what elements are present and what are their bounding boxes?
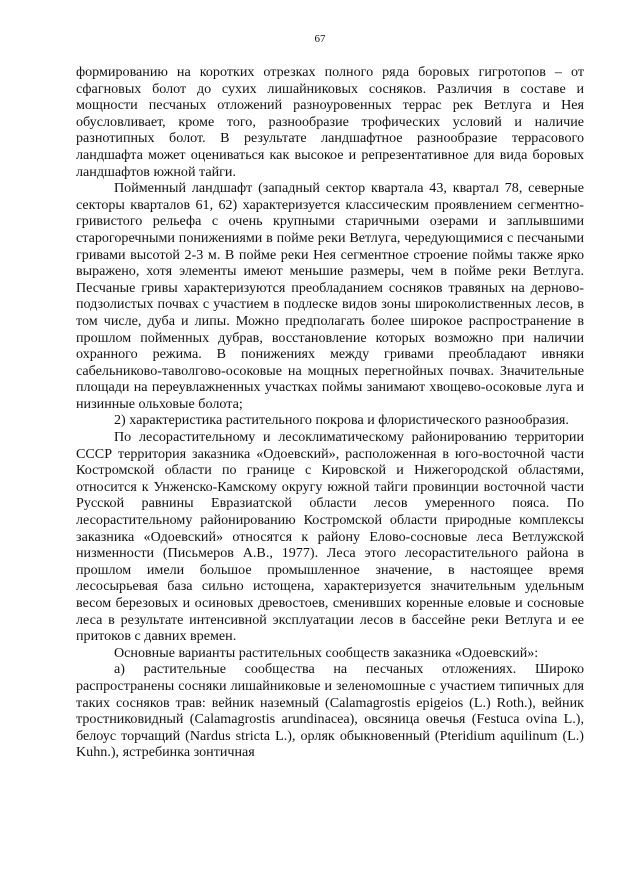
paragraph: Пойменный ландшафт (западный сектор квартала 43, квартал 78, северные секторы кварталов 61, 62) характеризуется классическим проявлением сегментно-гривистого рельефа с очень крупными старичными озерами и заплывшими старогоречными понижениями в пойме реки Ветлуга, чередующимися с песчаными гривами высотой 2-3 м. В пойме реки Нея сегментное строение поймы также ярко выражено, хотя элементы имеют меньшие размеры, чем в пойме реки Ветлуга. Песчаные гривы характеризуются преобладанием сосняков травяных на дерново-подзолистых почвах с участием в подлеске видов зоны широколиственных лесов, в том числе, дуба и липы. Можно предполагать более широкое распространение в прошлом пойменных дубрав, восстановление которых возможно при наличии охранного режима. В понижениях между гривами преобладают ивняки сабельниково-таволгово-осоковые на мощных перегнойных почвах. Значительные площади на переувлажненных участках поймы занимают хвощево-осоковые луга и низинные ольховые болота;: [76, 180, 584, 412]
paragraph: Основные варианты растительных сообществ заказника «Одоевский»:: [114, 644, 539, 661]
body-text: [76, 64, 584, 761]
paragraph: формированию на коротких отрезках полного ряда боровых гигротопов – от сфагновых болот до сухих лишайниковых сосняков. Различия в составе и мощности песчаных отложений разноуровенных террас рек Ветлуга и Нея обусловливает, кроме того, разнообразие трофических условий и наличие разнотипных болот. В результате ландшафтное разнообразие террасового ландшафта может оцениваться как высокое и репрезентативное для вида боровых ландшафтов южной тайги.: [76, 64, 584, 180]
paragraph: По лесорастительному и лесоклиматическому районированию территории СССР территория заказника «Одоевский», расположенная в юго-восточной части Костромской области по границе с Кировской и Нижегородской областями, относится к Унженско-Камскому округу южной тайги провинции восточной части Русской равнины Евразиатской области лесов умеренного пояса. По лесорастительному районированию Костромской области природные комплексы заказника «Одоевский» относятся к району Елово-сосновые леса Ветлужской низменности (Письмеров А.В., 1977). Леса этого лесорастительного района в прошлом имели большое промышленное значение, в настоящее время лесосырьевая база сильно истощена, характеризуется значительным удельным весом березовых и осиновых древостоев, сменивших коренные еловые и сосновые леса в результате интенсивной эксплуатации лесов в бассейне реки Ветлуга и ее притоков с давних времен.: [76, 429, 584, 645]
paragraph: а) растительные сообщества на песчаных отложениях. Широко распространены сосняки лишайниковые и зеленомошные с участием типичных для таких сосняков трав: вейник наземный (Calamagrostis epigeios (L.) Roth.), вейник тростниковидный (Calamagrostis arundinacea), овсяница овечья (Festuca ovina L.), белоус торчащий (Nardus stricta L.), орляк обыкновенный (Pteridium aquilinum (L.) Kuhn.), ястребинка зонтичная: [76, 661, 584, 761]
page-number: 67: [314, 33, 326, 45]
paragraph: 2) характеристика растительного покрова и флористического разнообразия.: [114, 412, 569, 429]
